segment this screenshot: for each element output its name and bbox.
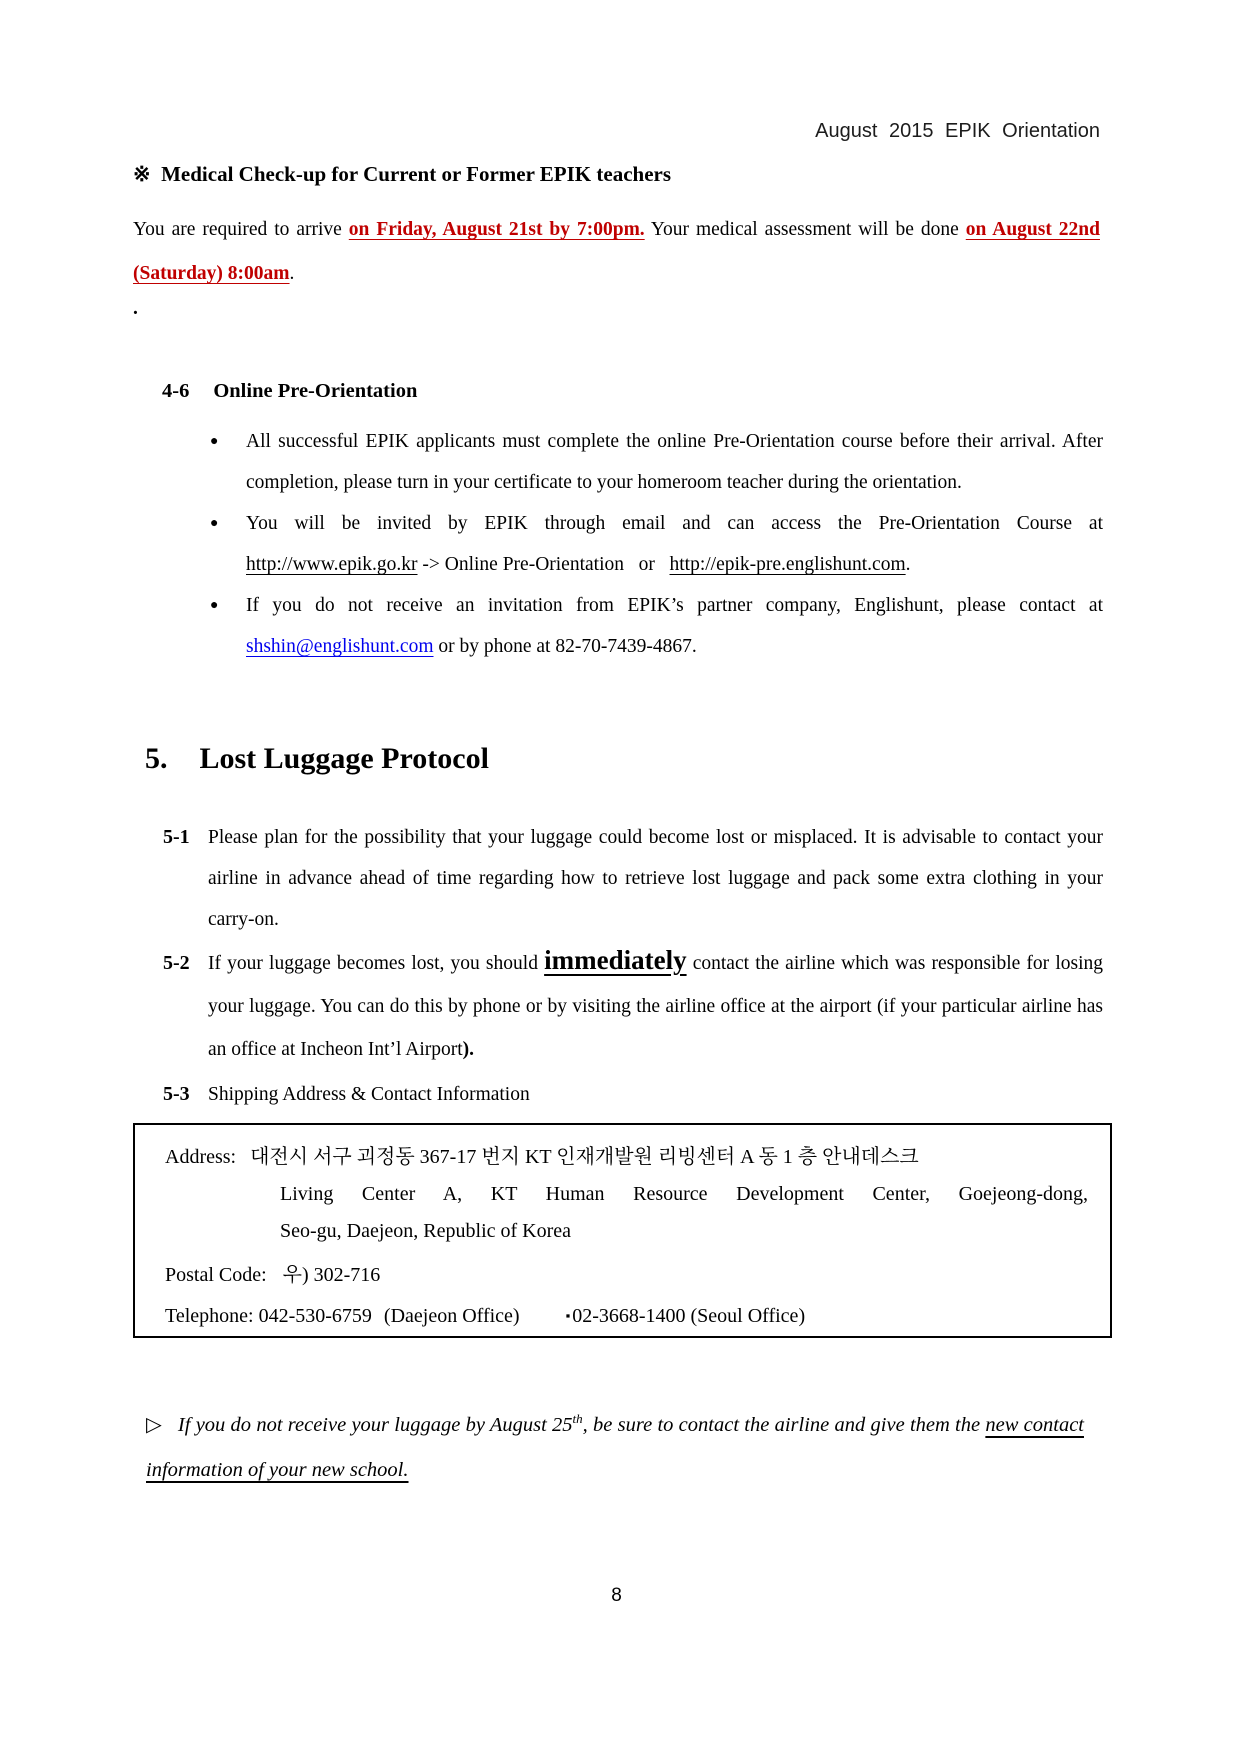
intro-text-mid: Your medical assessment will be done: [644, 219, 966, 240]
square-bullet-icon: ▪: [565, 1308, 571, 1323]
note-superscript: th: [572, 1411, 583, 1426]
item-5-3: [163, 1074, 1103, 1115]
bullet3-text: [246, 585, 1103, 667]
pre-orientation-bullet-list: [210, 421, 1103, 667]
item-5-3-text: Shipping Address & Contact Information: [208, 1084, 530, 1105]
stray-period: .: [133, 298, 138, 319]
bullet3-end: or by phone at 82-70-7439-4867.: [433, 636, 697, 657]
item-5-2-before: If your luggage becomes lost, you should: [208, 953, 545, 974]
medical-checkup-heading: ※ Medical Check-up for Current or Former EPIK teachers: [133, 162, 672, 186]
bullet-icon: ●: [210, 516, 219, 531]
telephone-seoul: 02-3668-1400 (Seoul Office): [572, 1305, 806, 1327]
item-5-1-label: 5-1: [163, 826, 190, 848]
bullet1-text: All successful EPIK applicants must complete the online Pre-Orientation course before their arrival. After completion, please turn in your certificate to your homeroom teacher during the orientation.: [246, 431, 1103, 493]
englishunt-website-link[interactable]: http://epik-pre.englishunt.com: [669, 554, 906, 575]
page-number: 8: [611, 1585, 622, 1606]
note-before: If you do not receive your luggage by August 25: [177, 1413, 573, 1436]
bullet2-end: .: [905, 554, 911, 575]
note-mid: , be sure to contact the airline and give them the: [582, 1413, 986, 1436]
assessment-date-highlight: on August 22nd (Saturday) 8:00am: [133, 219, 1100, 284]
section-4-6-title: Online Pre-Orientation: [213, 380, 418, 402]
item-5-3-label: 5-3: [163, 1083, 190, 1105]
shipping-address-box: [133, 1123, 1112, 1338]
arrival-deadline-highlight: on Friday, August 21st by 7:00pm.: [348, 219, 645, 240]
telephone-line: [165, 1295, 1088, 1337]
immediately-emphasis: immediately: [544, 945, 687, 975]
section-4-6-heading: [162, 380, 417, 403]
telephone-seoul-group: [566, 1305, 806, 1327]
list-item: [210, 503, 1103, 585]
bullet2-before: You will be invited by EPIK through email and can access the Pre-Orientation Course at: [246, 513, 1103, 534]
item-5-1: [163, 817, 1103, 940]
medical-checkup-paragraph: [133, 208, 1100, 296]
bullet3-before: If you do not receive an invitation from EPIK’s partner company, Englishunt, please contact at: [246, 595, 1103, 616]
postal-code-value: 우) 302-716: [282, 1264, 381, 1286]
luggage-note: [146, 1396, 1084, 1493]
list-item: [210, 585, 1103, 667]
address-korean: 대전시 서구 괴정동 367-17 번지 KT 인재개발원 리빙센터 A 동 1 층 안내데스크: [250, 1146, 919, 1168]
triangle-bullet-icon: ▷: [146, 1413, 162, 1436]
epik-website-link[interactable]: http://www.epik.go.kr: [246, 554, 418, 575]
telephone-label: Telephone:: [165, 1305, 259, 1327]
bullet2-mid: -> Online Pre-Orientation or: [417, 554, 670, 575]
section-5-title: Lost Luggage Protocol: [199, 742, 489, 775]
item-5-2-label: 5-2: [163, 952, 190, 974]
list-item: [210, 421, 1103, 503]
bullet2-text: [246, 503, 1103, 585]
telephone-daejeon-office: (Daejeon Office): [383, 1305, 520, 1327]
postal-code-label: Postal Code:: [165, 1264, 267, 1286]
page-header: August 2015 EPIK Orientation: [815, 120, 1100, 142]
address-english-line1: Living Center A, KT Human Resource Development Center, Goejeong-dong,: [280, 1183, 1088, 1205]
bullet-icon: ●: [210, 434, 219, 449]
telephone-daejeon: 042-530-6759: [258, 1305, 372, 1327]
postal-code-line: [165, 1255, 1088, 1295]
item-5-2-bold-end: ).: [462, 1039, 475, 1060]
item-5-2-after: contact the airline which was responsible for losing your luggage. You can do this by phone or by visiting the airline office at the airport (if your particular airline has an office at Incheon Int’l Airport: [208, 953, 1103, 1060]
item-5-2: [163, 942, 1103, 1071]
address-label: Address:: [165, 1146, 237, 1168]
section-4-6-number: 4-6: [162, 380, 190, 402]
address-english-line2: Seo-gu, Daejeon, Republic of Korea: [280, 1220, 572, 1242]
section-5-heading: [145, 742, 489, 776]
address-line: [165, 1139, 1088, 1176]
item-5-2-text: [208, 942, 1103, 1071]
contact-email-link[interactable]: shshin@englishunt.com: [246, 636, 434, 657]
intro-text-end: .: [289, 263, 295, 284]
note-underlined-text: new contact information of your new school.: [146, 1413, 1084, 1481]
section-5-number: 5.: [145, 742, 168, 775]
item-5-1-text: Please plan for the possibility that your luggage could become lost or misplaced. It is advisable to contact your airline in advance ahead of time regarding how to retrieve lost luggage and pack some extra clothing in your carry-on.: [208, 827, 1103, 930]
intro-text: You are required to arrive: [133, 219, 349, 240]
bullet-icon: ●: [210, 598, 219, 613]
